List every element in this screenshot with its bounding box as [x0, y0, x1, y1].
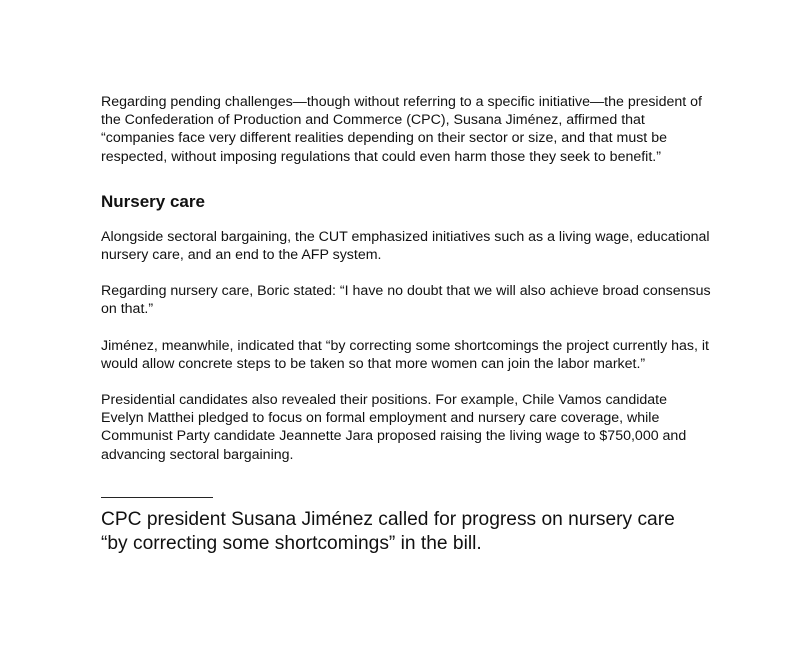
separator-line: ———————— — [101, 487, 213, 504]
article-body — [101, 93, 711, 557]
paragraph-sectoral-bargaining: Alongside sectoral bargaining, the CUT emphasized initiatives such as a living wage, educational nursery care, and an end to the AFP system. — [101, 228, 710, 264]
photo-caption: CPC president Susana Jiménez called for progress on nursery care “by correcting some shortcomings” in the bill. — [101, 508, 675, 555]
paragraph-pending-challenges: Regarding pending challenges—though without referring to a specific initiative—the president of the Confederation of Production and Commerce (CPC), Susana Jiménez, affirmed that “companies face very different realities depending on their sector or size, and that must be respected, without imposing regulations that could even harm those they seek to benefit.” — [101, 94, 702, 165]
section-heading: Nursery care — [101, 191, 205, 211]
paragraph-boric-quote: Regarding nursery care, Boric stated: “I have no doubt that we will also achieve broad consensus on that.” — [101, 283, 711, 318]
paragraph-presidential-candidates: Presidential candidates also revealed their positions. For example, Chile Vamos candidate Evelyn Matthei pledged to focus on formal employment and nursery care coverage, while Communist Party candidate Jeannette Jara proposed raising the living wage to $750,000 and advancing sectoral bargaining. — [101, 392, 687, 463]
paragraph-jimenez-quote: Jiménez, meanwhile, indicated that “by correcting some shortcomings the project currently has, it would allow concrete steps to be taken so that more women can join the labor market.” — [101, 337, 709, 372]
